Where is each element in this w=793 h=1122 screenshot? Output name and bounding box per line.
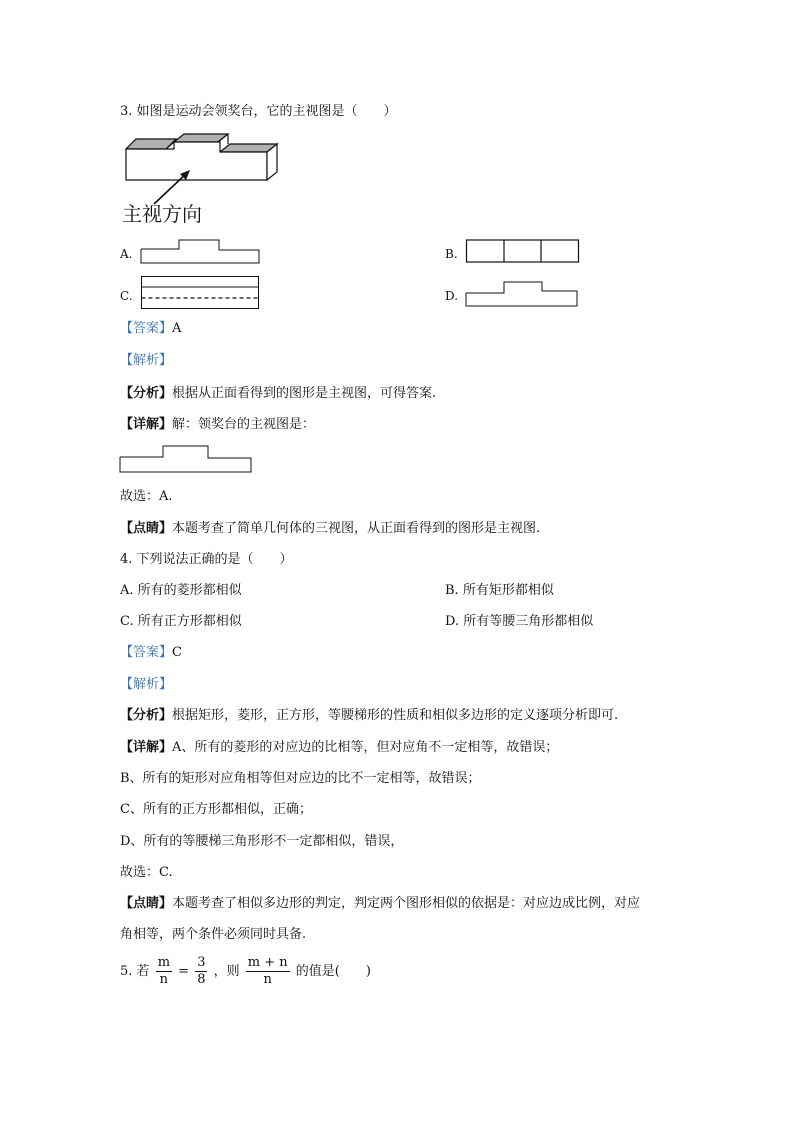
q3-fenxi: 根据从正面看得到的图形是主视图，可得答案. [172,386,437,401]
q4-xiangjie-a: A、所有的菱形的对应边的比相等，但对应角不一定相等，故错误； [172,740,559,755]
q3-xiangjie-line [120,416,315,434]
q5-fraction-m-over-n [156,955,172,988]
q4-dianjing-2: 角相等，两个条件必须同时具备. [120,927,307,942]
q5-prefix: 5. 若 [120,964,150,979]
q3-analysis-tag: 【解析】 [120,353,173,368]
q5-fraction-sum-over-n [246,955,290,988]
view-direction-label: 主视方向 [122,202,202,226]
q3-option-a-label: A. [120,247,133,261]
q3-option-c-figure [141,276,263,310]
dianjing-tag: 【点睛】 [120,521,173,536]
q5-frac3-den: n [263,972,272,987]
q5-frac3-num: m + n [247,955,288,970]
q3-option-d-figure [466,281,582,309]
q4-conclusion: 故选：C. [120,865,173,880]
xiangjie-tag: 【详解】 [120,417,173,432]
q4-xiangjie-b: B、所有的矩形对应角相等但对应边的比不一定相等，故错误； [120,771,481,786]
q3-stem: 3. 如图是运动会领奖台，它的主视图是（ ） [120,104,397,119]
xiangjie-tag: 【详解】 [120,740,173,755]
q4-answer-line [120,644,182,662]
q3-dianjing: 本题考查了简单几何体的三视图，从正面看得到的图形是主视图. [172,521,541,536]
fenxi-tag: 【分析】 [120,386,173,401]
q5-frac1-num: m [157,955,171,970]
q4-fenxi-line [120,707,618,725]
q4-dianjing-line [120,895,640,913]
q3-fenxi-line [120,385,436,403]
q4-fenxi: 根据矩形，菱形，正方形，等腰梯形的性质和相似多边形的定义逐项分析即可. [172,708,619,723]
q4-answer: C [172,645,182,660]
q5-stem [120,955,371,989]
q3-solution-figure [119,445,255,473]
q5-frac1-den: n [159,972,169,987]
q4-stem: 4. 下列说法正确的是（ ） [120,552,293,567]
q3-dianjing-line [120,520,540,538]
answer-tag: 【答案】 [120,645,173,660]
q4-xiangjie-line [120,739,558,757]
q3-option-d-label: D. [445,289,459,303]
q4-xiangjie-c: C、所有的正方形都相似，正确； [120,802,312,817]
q5-middle: ，则 [213,964,240,979]
q4-option-b: B. 所有矩形都相似 [445,583,554,598]
q4-option-d: D. 所有等腰三角形都相似 [445,614,594,629]
q3-conclusion: 故选：A. [120,489,173,504]
q4-xiangjie-d: D、所有的等腰梯三角形形不一定都相似，错误， [120,834,404,849]
q3-xiangjie: 解：领奖台的主视图是： [172,417,316,432]
q5-frac2-num: 3 [197,955,206,970]
q4-option-c: C. 所有正方形都相似 [120,614,242,629]
fenxi-tag: 【分析】 [120,708,173,723]
q3-option-b-label: B. [445,247,458,261]
q3-option-c-label: C. [120,289,133,303]
q5-equals: = [178,964,190,979]
q4-analysis-tag: 【解析】 [120,677,173,692]
q3-option-b-figure [466,239,582,265]
q4-option-a: A. 所有的菱形都相似 [120,583,242,598]
q3-answer: A [172,321,182,336]
q4-dianjing-1: 本题考查了相似多边形的判定，判定两个图形相似的依据是：对应边成比例，对应 [172,896,641,911]
q3-option-a-figure [141,239,261,265]
q5-suffix: 的值是( ) [295,964,371,979]
q5-fraction-3-over-8 [195,955,207,988]
dianjing-tag: 【点睛】 [120,896,173,911]
q3-answer-line [120,320,181,338]
answer-tag: 【答案】 [120,321,173,336]
q5-frac2-den: 8 [197,972,206,987]
